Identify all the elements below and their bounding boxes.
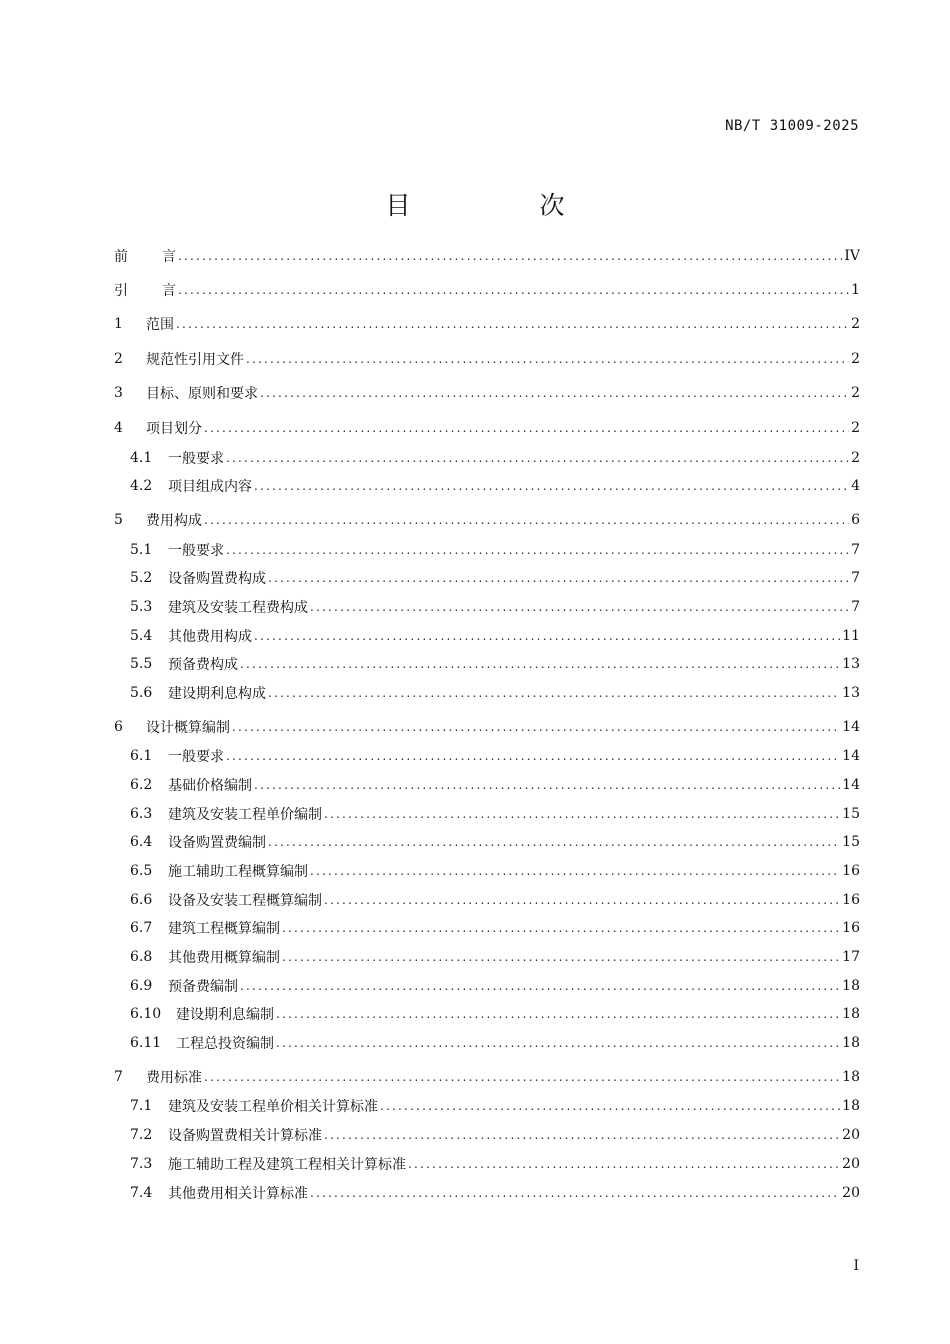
- toc-entry-page: 7: [851, 542, 860, 558]
- toc-entry-number: 4: [114, 420, 123, 436]
- toc-entry-number: 6.3: [130, 806, 153, 822]
- toc-entry-label: 范围: [146, 317, 174, 333]
- toc-entry-number: 7.4: [130, 1185, 153, 1201]
- toc-entry[interactable]: [130, 1094, 860, 1118]
- toc-leader-dots: [204, 1070, 840, 1084]
- toc-entry[interactable]: [114, 347, 860, 371]
- toc-leader-dots: [268, 571, 849, 585]
- toc-entry[interactable]: [130, 595, 860, 619]
- toc-entry[interactable]: [130, 859, 860, 883]
- toc-leader-dots: [204, 421, 849, 435]
- toc-leader-dots: [204, 513, 849, 527]
- toc-leader-dots: [260, 386, 849, 400]
- toc-entry-page: 7: [851, 599, 860, 615]
- toc-entry[interactable]: [130, 773, 860, 797]
- toc-entry-number: 6.11: [130, 1035, 162, 1051]
- toc-leader-dots: [282, 921, 840, 935]
- toc-entry-number: 3: [114, 385, 123, 401]
- toc-entry[interactable]: [114, 416, 860, 440]
- toc-entry-page: 11: [842, 628, 860, 644]
- toc-leader-dots: [240, 979, 840, 993]
- toc-entry-number: 6.7: [130, 920, 153, 936]
- toc-entry-number: 5: [114, 512, 123, 528]
- toc-leader-dots: [254, 479, 849, 493]
- toc-entry-label: 一般要求: [168, 451, 224, 467]
- toc-entry[interactable]: [130, 652, 860, 676]
- toc-entry-page: 18: [842, 1069, 860, 1085]
- toc-entry-page: 18: [842, 1098, 860, 1114]
- toc-entry[interactable]: [130, 1181, 860, 1205]
- toc-entry-label: 一般要求: [168, 749, 224, 765]
- page-title: 目 次: [385, 191, 617, 220]
- toc-entry-label: 设备购置费构成: [168, 571, 266, 587]
- toc-entry-label: 预备费构成: [168, 657, 238, 673]
- toc-entry-label: 建筑及安装工程单价编制: [168, 807, 322, 823]
- toc-entry-label: 设备购置费相关计算标准: [168, 1128, 322, 1144]
- toc-leader-dots: [232, 720, 840, 734]
- toc-entry-number: 5.2: [130, 570, 153, 586]
- toc-entry[interactable]: [130, 802, 860, 826]
- toc-entry-page: 15: [842, 806, 860, 822]
- toc-leader-dots: [254, 778, 840, 792]
- toc-entry-page: 18: [842, 978, 860, 994]
- toc-entry[interactable]: [114, 1065, 860, 1089]
- toc-entry[interactable]: [130, 830, 860, 854]
- toc-entry-label: 言: [162, 249, 176, 265]
- toc-entry[interactable]: [130, 1152, 860, 1176]
- toc-entry[interactable]: [130, 446, 860, 470]
- toc-entry-label: 费用标准: [146, 1070, 202, 1086]
- toc-leader-dots: [324, 893, 840, 907]
- toc-leader-dots: [310, 864, 840, 878]
- toc-entry-page: 20: [842, 1185, 860, 1201]
- toc-leader-dots: [324, 1128, 840, 1142]
- toc-entry-page: 2: [851, 385, 860, 401]
- toc-leader-dots: [254, 629, 840, 643]
- toc-entry-page: 13: [842, 685, 860, 701]
- toc-leader-dots: [226, 543, 849, 557]
- toc-entry-page: 2: [851, 351, 860, 367]
- toc-entry-label: 设计概算编制: [146, 720, 230, 736]
- toc-entry-label: 设备及安装工程概算编制: [168, 893, 322, 909]
- toc-entry[interactable]: [130, 681, 860, 705]
- toc-entry-label: 规范性引用文件: [146, 352, 244, 368]
- toc-entry-label: 一般要求: [168, 543, 224, 559]
- toc-leader-dots: [380, 1099, 840, 1113]
- toc-entry-label: 施工辅助工程及建筑工程相关计算标准: [168, 1157, 406, 1173]
- toc-leader-dots: [276, 1007, 840, 1021]
- toc-leader-dots: [310, 600, 849, 614]
- toc-entry[interactable]: [114, 244, 860, 268]
- toc-entry-page: 16: [842, 863, 860, 879]
- page-number: I: [853, 1258, 859, 1274]
- toc-entry-page: 1: [851, 282, 860, 298]
- toc-entry-label: 建筑及安装工程单价相关计算标准: [168, 1099, 378, 1115]
- toc-entry[interactable]: [130, 624, 860, 648]
- toc-entry[interactable]: [114, 381, 860, 405]
- document-code: NB/T 31009-2025: [725, 118, 859, 134]
- toc-entry-label: 预备费编制: [168, 979, 238, 995]
- toc-entry-number: 7: [114, 1069, 123, 1085]
- toc-entry-number: 6.5: [130, 863, 153, 879]
- toc-leader-dots: [324, 807, 840, 821]
- toc-leader-dots: [246, 352, 849, 366]
- toc-entry[interactable]: [130, 974, 860, 998]
- toc-entry[interactable]: [114, 312, 860, 336]
- toc-entry[interactable]: [130, 538, 860, 562]
- toc-entry[interactable]: [130, 1031, 860, 1055]
- toc-entry-number: 5.1: [130, 542, 153, 558]
- toc-entry-number: 2: [114, 351, 123, 367]
- toc-entry-label: 其他费用构成: [168, 629, 252, 645]
- toc-leader-dots: [226, 749, 840, 763]
- toc-entry-page: 15: [842, 834, 860, 850]
- toc-entry-label: 建筑工程概算编制: [168, 921, 280, 937]
- toc-entry-number: 1: [114, 316, 123, 332]
- toc-entry-label: 建设期利息编制: [176, 1007, 274, 1023]
- toc-entry-number: 6.6: [130, 892, 153, 908]
- toc-entry-page: 17: [842, 949, 860, 965]
- toc-entry[interactable]: [114, 508, 860, 532]
- toc-entry-number: 5.6: [130, 685, 153, 701]
- toc-leader-dots: [408, 1157, 840, 1171]
- toc-entry-label: 建筑及安装工程费构成: [168, 600, 308, 616]
- toc-leader-dots: [176, 317, 849, 331]
- toc-leader-dots: [226, 451, 849, 465]
- toc-entry[interactable]: [130, 744, 860, 768]
- toc-entry-number: 前: [114, 249, 128, 265]
- toc-leader-dots: [268, 835, 840, 849]
- toc-entry[interactable]: [130, 1123, 860, 1147]
- toc-entry-page: 20: [842, 1156, 860, 1172]
- toc-entry-number: 6.9: [130, 978, 153, 994]
- toc-entry-label: 费用构成: [146, 513, 202, 529]
- toc-entry-page: 2: [851, 420, 860, 436]
- toc-entry-number: 6.2: [130, 777, 153, 793]
- toc-entry-label: 其他费用相关计算标准: [168, 1186, 308, 1202]
- toc-entry[interactable]: [130, 1002, 860, 1026]
- toc-entry-label: 基础价格编制: [168, 778, 252, 794]
- toc-entry-label: 施工辅助工程概算编制: [168, 864, 308, 880]
- toc-entry-label: 项目划分: [146, 421, 202, 437]
- toc-entry-page: 4: [851, 478, 860, 494]
- toc-entry-page: 2: [851, 450, 860, 466]
- toc-entry-page: 16: [842, 920, 860, 936]
- toc-leader-dots: [276, 1036, 840, 1050]
- toc-leader-dots: [240, 657, 840, 671]
- toc-leader-dots: [178, 283, 849, 297]
- toc-leader-dots: [268, 686, 840, 700]
- toc-entry-page: 6: [851, 512, 860, 528]
- toc-entry[interactable]: [130, 474, 860, 498]
- toc-entry-page: 14: [842, 777, 860, 793]
- toc-entry-label: 建设期利息构成: [168, 686, 266, 702]
- toc-entry-number: 6: [114, 719, 123, 735]
- toc-entry-page: IV: [844, 248, 860, 264]
- toc-entry-page: 16: [842, 892, 860, 908]
- toc-entry-page: 14: [842, 719, 860, 735]
- toc-entry-page: 13: [842, 656, 860, 672]
- toc-entry[interactable]: [130, 916, 860, 940]
- toc-leader-dots: [310, 1186, 840, 1200]
- toc-entry-number: 5.3: [130, 599, 153, 615]
- toc-entry-page: 2: [851, 316, 860, 332]
- toc-entry-number: 7.2: [130, 1127, 153, 1143]
- toc-entry-number: 4.2: [130, 478, 153, 494]
- toc-entry-number: 5.5: [130, 656, 153, 672]
- toc-leader-dots: [282, 950, 840, 964]
- toc-entry-label: 项目组成内容: [168, 479, 252, 495]
- toc-entry-number: 6.8: [130, 949, 153, 965]
- toc-entry[interactable]: [130, 566, 860, 590]
- toc-entry-number: 4.1: [130, 450, 153, 466]
- toc-entry[interactable]: [114, 715, 860, 739]
- toc-entry-page: 18: [842, 1035, 860, 1051]
- toc-entry[interactable]: [130, 945, 860, 969]
- toc-entry-number: 6.1: [130, 748, 153, 764]
- toc-entry-number: 6.10: [130, 1006, 162, 1022]
- toc-entry-number: 引: [114, 283, 128, 299]
- toc-entry-label: 工程总投资编制: [176, 1036, 274, 1052]
- toc-entry-label: 设备购置费编制: [168, 835, 266, 851]
- toc-entry[interactable]: [130, 888, 860, 912]
- toc-leader-dots: [178, 249, 842, 263]
- toc-entry[interactable]: [114, 278, 860, 302]
- toc-entry-number: 7.1: [130, 1098, 153, 1114]
- toc-entry-page: 20: [842, 1127, 860, 1143]
- toc-entry-page: 7: [851, 570, 860, 586]
- toc-entry-page: 18: [842, 1006, 860, 1022]
- toc-entry-label: 目标、原则和要求: [146, 386, 258, 402]
- toc-entry-label: 其他费用概算编制: [168, 950, 280, 966]
- toc-entry-label: 言: [162, 283, 176, 299]
- toc-entry-number: 7.3: [130, 1156, 153, 1172]
- toc-entry-number: 6.4: [130, 834, 153, 850]
- toc-entry-page: 14: [842, 748, 860, 764]
- toc-entry-number: 5.4: [130, 628, 153, 644]
